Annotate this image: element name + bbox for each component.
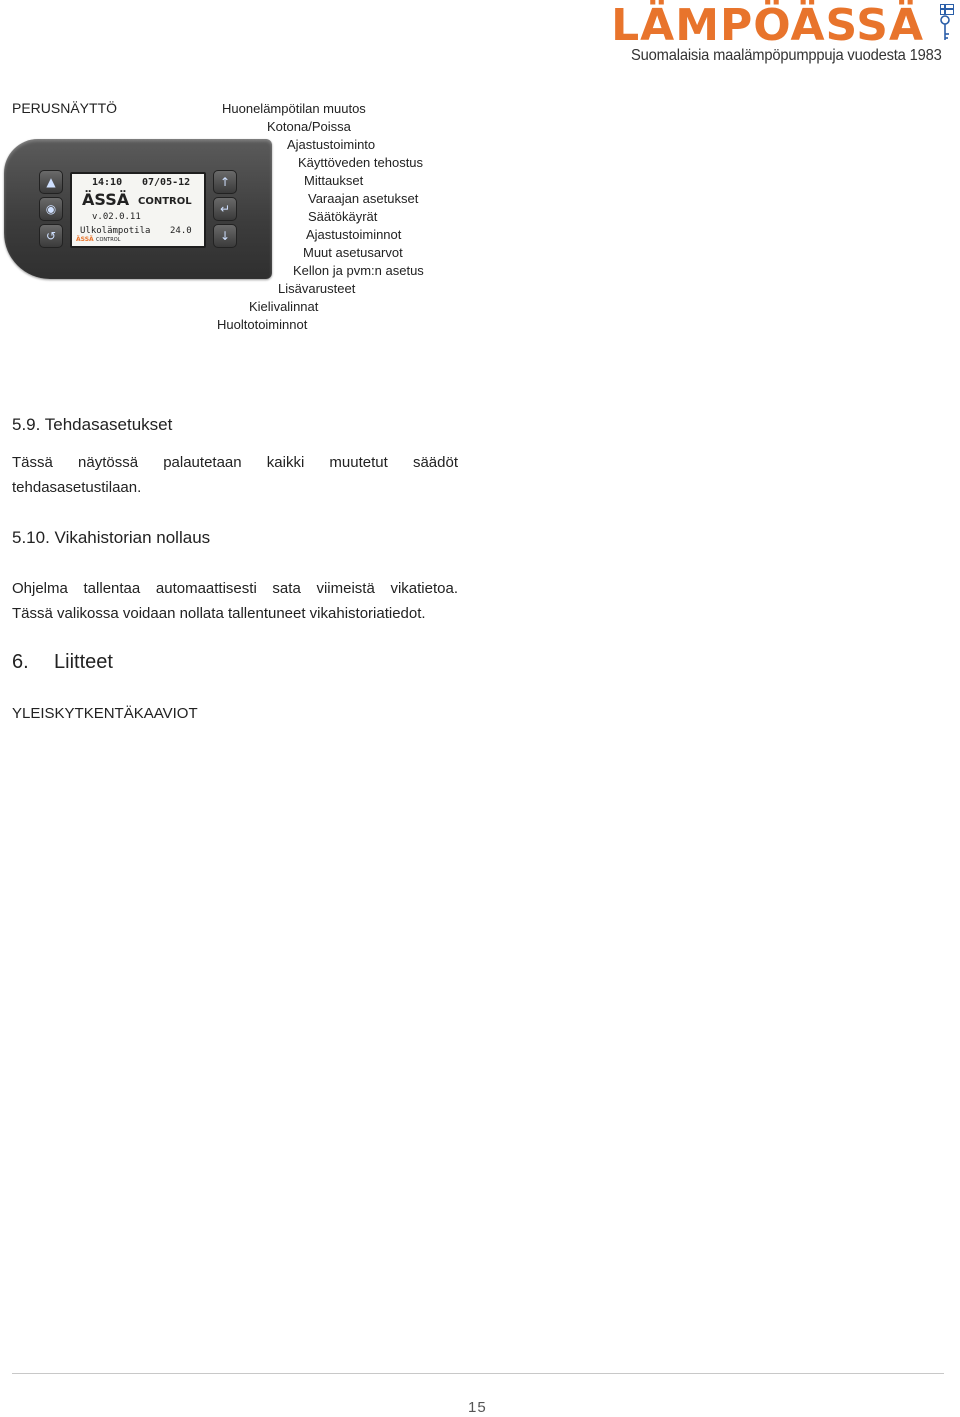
footer-divider [12, 1373, 944, 1374]
menu-item: Ajastustoiminto [287, 137, 376, 152]
section-5-9-text-line1: Tässä näytössä palautetaan kaikki muutetut säädöt [12, 454, 458, 471]
menu-item: Käyttöveden tehostus [298, 155, 424, 170]
display-footer-control: CONTROL [96, 237, 121, 243]
menu-item: Kellon ja pvm:n asetus [293, 263, 424, 278]
display-footer-logo: ÄSSÄ [76, 236, 94, 243]
menu-item: Lisävarusteet [278, 281, 356, 296]
menu-item: Huoltotoiminnot [217, 317, 308, 332]
display-reading-value: 24.0 [170, 226, 192, 236]
section-5-9-text-line2: tehdasasetustilaan. [12, 479, 142, 496]
section-6-subheading: YLEISKYTKENTÄKAAVIOT [12, 705, 198, 722]
section-5-10-text-line2: Tässä valikossa voidaan nollata tallentuneet vikahistoriatiedot. [12, 605, 426, 622]
back-icon: ↺ [39, 224, 63, 248]
display-logo-control: CONTROL [138, 196, 192, 207]
display-logo-main: ÄSSÄ [82, 190, 130, 209]
menu-item: Varaajan asetukset [308, 191, 419, 206]
up-arrow-icon: ↑ [213, 170, 237, 194]
menu-item: Mittaukset [304, 173, 364, 188]
key-icon [940, 15, 950, 41]
section-heading-5-10: 5.10. Vikahistorian nollaus [12, 528, 211, 547]
brand-tagline: Suomalaisia maalämpöpumppuja vuodesta 1983 [631, 47, 942, 64]
menu-item: Kielivalinnat [249, 299, 319, 314]
alarm-icon: ▲ [39, 170, 63, 194]
display-version: v.02.0.11 [92, 212, 141, 222]
section-heading-6: Liitteet [54, 651, 113, 673]
main-screen-label: PERUSNÄYTTÖ [12, 100, 118, 116]
enter-icon: ↵ [213, 197, 237, 221]
display-reading-label: Ulkolämpotila [80, 226, 151, 236]
display-date: 07/05-12 [142, 177, 191, 188]
menu-item: Huonelämpötilan muutos [222, 101, 366, 116]
program-icon: ◉ [39, 197, 63, 221]
section-number-6: 6. [12, 651, 29, 673]
down-arrow-icon: ↓ [213, 224, 237, 248]
menu-item: Ajastustoiminnot [306, 227, 402, 242]
menu-item: Säätökäyrät [308, 209, 378, 224]
page-number: 15 [468, 1399, 487, 1416]
menu-item: Kotona/Poissa [267, 119, 351, 134]
section-heading-5-9: 5.9. Tehdasasetukset [12, 415, 173, 434]
finnish-flag-icon [940, 4, 954, 15]
section-5-10-text-line1: Ohjelma tallentaa automaattisesti sata viimeistä vikatietoa. [12, 580, 458, 597]
brand-logo: LÄMPÖÄSSÄ [611, 0, 924, 51]
device-display [70, 172, 206, 248]
menu-item: Muut asetusarvot [303, 245, 403, 260]
display-time: 14:10 [92, 177, 123, 188]
